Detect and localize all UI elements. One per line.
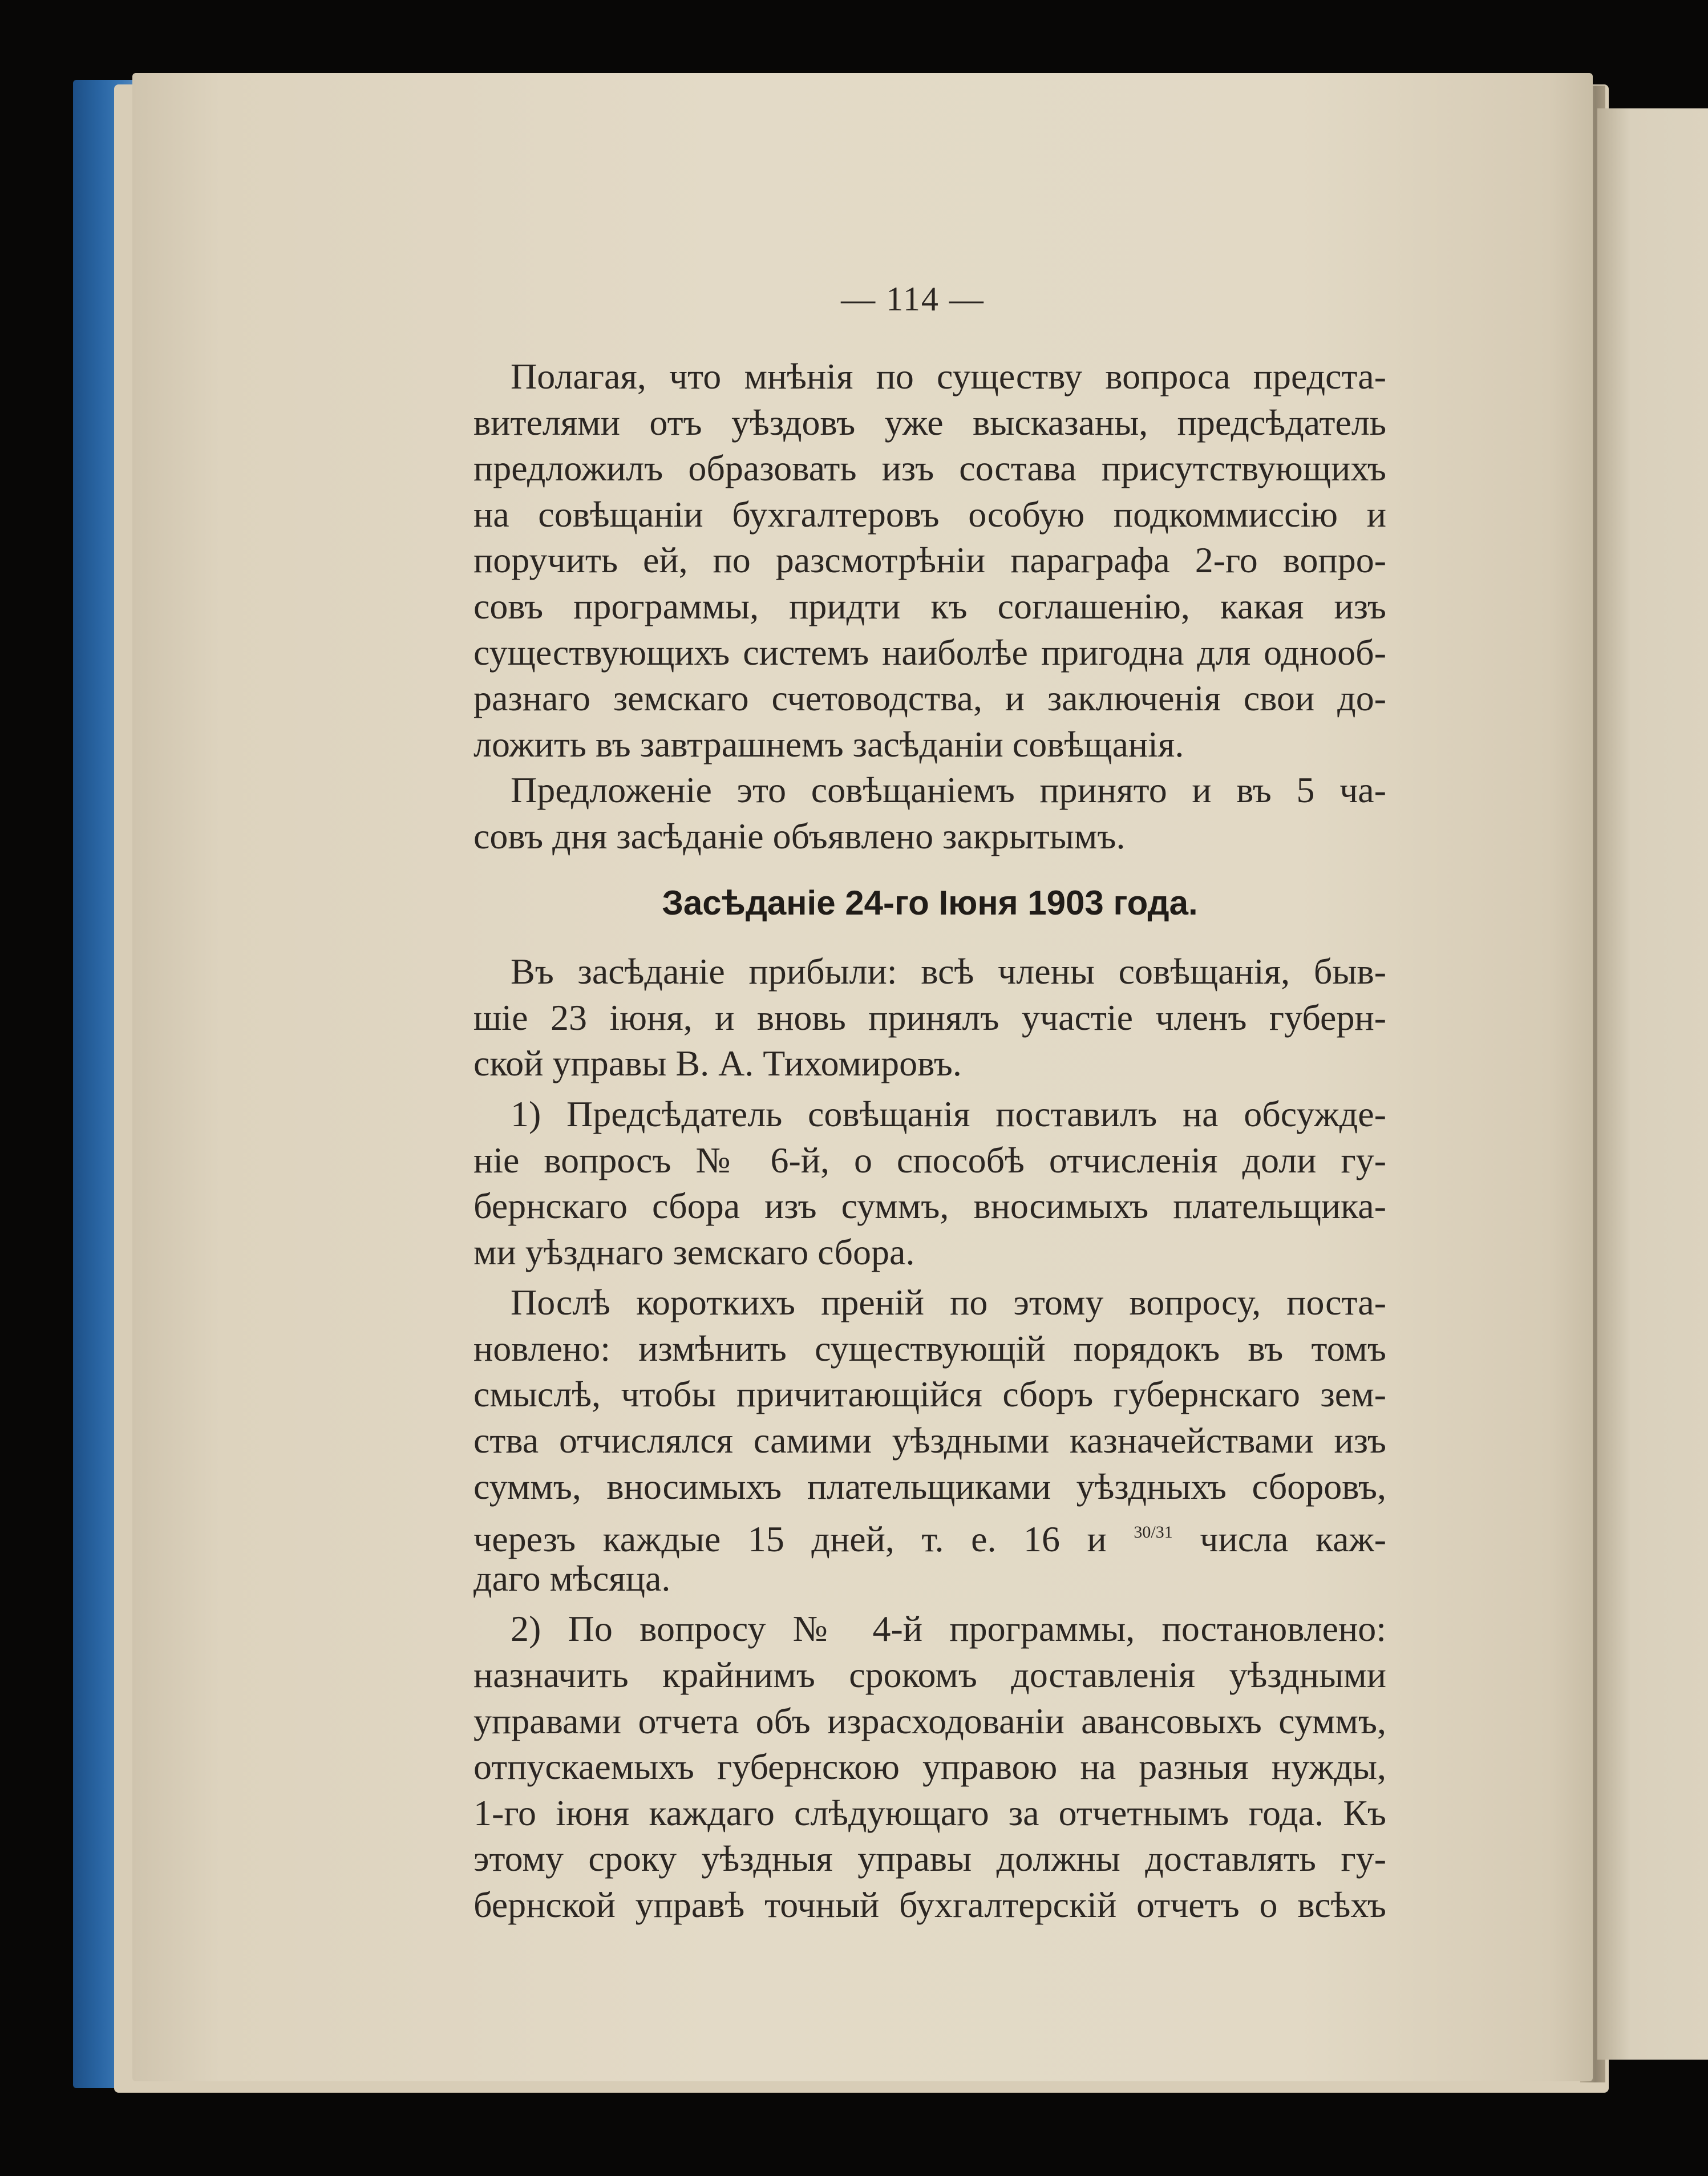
text-line: Полагая, что мнѣнія по существу вопроса предста- bbox=[511, 356, 1386, 397]
text-line: на совѣщаніи бухгалтеровъ особую подкоммиссію и bbox=[473, 494, 1386, 535]
text-line: управами отчета объ израсходованіи авансовыхъ суммъ, bbox=[473, 1700, 1386, 1741]
text-line: 1) Предсѣдатель совѣщанія поставилъ на обсужде- bbox=[511, 1093, 1386, 1134]
text-line: совъ дня засѣданіе объявлено закрытымъ. bbox=[473, 815, 1126, 856]
text-line: бернской управѣ точный бухгалтерскій отчетъ о всѣхъ bbox=[473, 1884, 1386, 1925]
text-line: Послѣ короткихъ преній по этому вопросу, поста- bbox=[511, 1282, 1386, 1323]
text-line: 1-го іюня каждаго слѣдующаго за отчетнымъ года. Къ bbox=[473, 1792, 1386, 1833]
text-line: ми уѣзднаго земскаго сбора. bbox=[473, 1231, 915, 1272]
text-line: 2) По вопросу № 4-й программы, постановлено: bbox=[511, 1608, 1386, 1649]
text-line: смыслѣ, чтобы причитающійся сборъ губернскаго зем- bbox=[473, 1374, 1386, 1415]
paragraph-6 bbox=[473, 1606, 1386, 1928]
text-line: ства отчислялся самими уѣздными казначействами изъ bbox=[473, 1420, 1386, 1461]
text-line: бернскаго сбора изъ суммъ, вносимыхъ плательщика- bbox=[473, 1186, 1386, 1227]
paragraph-4 bbox=[473, 1091, 1386, 1275]
text-line: этому сроку уѣздныя управы должны доставлять гу- bbox=[473, 1838, 1386, 1879]
page-number: — 114 — bbox=[841, 280, 985, 318]
text-line: Предложеніе это совѣщаніемъ принято и въ 5 ча- bbox=[511, 770, 1386, 811]
text-line: вителями отъ уѣздовъ уже высказаны, предсѣдатель bbox=[473, 402, 1386, 443]
fraction-line-after: числа каж- bbox=[1200, 1519, 1387, 1560]
text-line: поручить ей, по разсмотрѣніи параграфа 2-го вопро- bbox=[473, 540, 1386, 581]
paragraph-3 bbox=[473, 949, 1386, 1087]
paragraph-5 bbox=[473, 1280, 1386, 1601]
text-line: шіе 23 іюня, и вновь принялъ участіе членъ губерн- bbox=[473, 997, 1386, 1038]
text-line: ложить въ завтрашнемъ засѣданіи совѣщанія. bbox=[473, 723, 1184, 765]
text-line: отпускаемыхъ губернскою управою на разныя нужды, bbox=[473, 1746, 1386, 1787]
text-line: суммъ, вносимыхъ плательщиками уѣздныхъ сборовъ, bbox=[473, 1466, 1386, 1507]
facing-page bbox=[1597, 108, 1708, 2060]
paragraph-2 bbox=[473, 767, 1386, 859]
text-line: ніе вопросъ № 6-й, о способѣ отчисленія доли гу- bbox=[473, 1139, 1386, 1180]
text-line: Въ засѣданіе прибыли: всѣ члены совѣщанія, быв- bbox=[511, 951, 1386, 992]
text-line: ской управы В. А. Тихомировъ. bbox=[473, 1043, 962, 1084]
text-line: даго мѣсяца. bbox=[473, 1558, 671, 1599]
text-line: новлено: измѣнить существующій порядокъ въ томъ bbox=[473, 1328, 1386, 1369]
fraction-line-before: черезъ каждые 15 дней, т. е. 16 и bbox=[473, 1519, 1107, 1560]
paragraph-1 bbox=[473, 354, 1386, 767]
page-text bbox=[473, 354, 1386, 1928]
text-line: совъ программы, придти къ соглашенію, какая изъ bbox=[473, 585, 1386, 626]
text-line: существующихъ системъ наиболѣе пригодна для однооб- bbox=[473, 632, 1386, 673]
text-line: предложилъ образовать изъ состава присутствующихъ bbox=[473, 448, 1386, 489]
text-line: разнаго земскаго счетоводства, и заключенія свои до- bbox=[473, 678, 1386, 719]
text-line: назначить крайнимъ срокомъ доставленія уѣздными bbox=[473, 1655, 1386, 1696]
text-line-with-fraction bbox=[473, 1510, 1387, 1560]
section-heading: Засѣданіе 24-го Іюня 1903 года. bbox=[662, 883, 1198, 922]
fraction: 30/31 bbox=[1134, 1523, 1173, 1542]
